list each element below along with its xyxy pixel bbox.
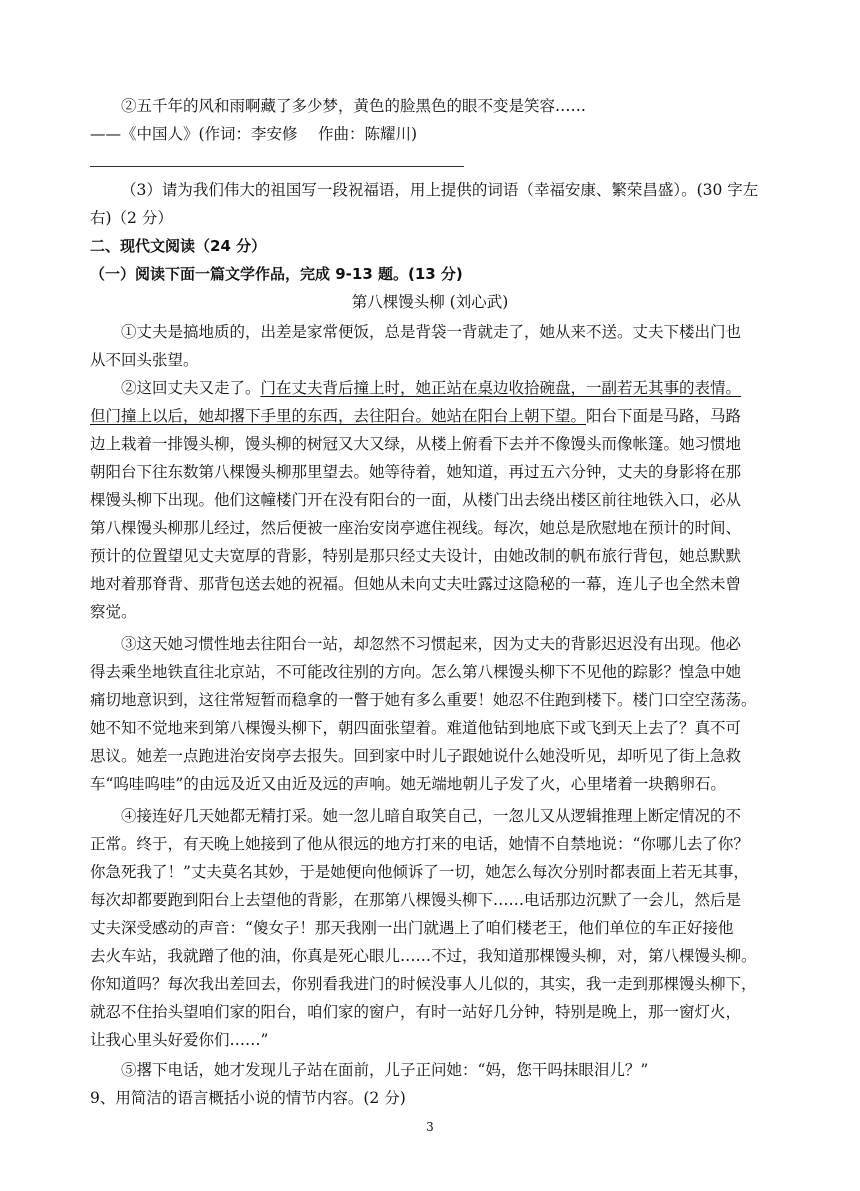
paragraph-4-line: 正常。终于，有天晚上她接到了他从很远的地方打来的电话，她情不自禁地说：“你哪儿去了你？ (90, 835, 749, 853)
paragraph-4-line: 每次却都要跑到阳台上去望他的背影，在那第八棵馒头柳下……电话那边沉默了一会儿，然后是 (90, 891, 742, 909)
paragraph-2-line: 棵馒头柳下出现。他们这幢楼门开在没有阳台的一面，从楼门出去绕出楼区前往地铁入口，必从 (90, 491, 742, 509)
lyric-credit: ——《中国人》(作词：李安修 作曲：陈耀川) (90, 125, 418, 143)
section-title: 二、现代文阅读（24 分） (90, 237, 267, 255)
paragraph-3-line: 得去乘坐地铁直往北京站，不可能改往别的方向。怎么第八棵馒头柳下不见他的踪影？惶急中她 (90, 663, 742, 681)
paragraph-1-line: ①丈夫是搞地质的，出差是家常便饭，总是背袋一背就走了，她从来不送。丈夫下楼出门也 (121, 323, 742, 341)
paragraph-2-line (90, 402, 770, 430)
underlined-sentence: 门在丈夫背后撞上时，她正站在桌边收拾碗盘，一副若无其事的表情。 (260, 379, 742, 397)
paragraph-2-line: 边上栽着一排馒头柳，馒头柳的树冠又大又绿，从楼上俯看下去并不像馒头而像帐篷。她习惯地 (90, 435, 742, 453)
underlined-sentence: 但门撞上以后，她却撂下手里的东西，去往阳台。她站在阳台上朝下望。 (90, 407, 587, 425)
paragraph-4-line: 你急死我了！”丈夫莫名其妙，于是她便向他倾诉了一切，她怎么每次分别时都表面上若无其事， (90, 863, 749, 881)
paragraph-3-line: 痛切地意识到，这往常短暂而稳拿的一瞥于她有多么重要！她忍不住跑到楼下。楼门口空空荡荡。 (90, 691, 757, 709)
paragraph-4-line: 让我心里头好爱你们……” (90, 1031, 269, 1049)
question-3-line-2: 右)（2 分） (90, 209, 173, 227)
paragraph-2-text: 阳台下面是马路，马路 (586, 407, 742, 425)
paragraph-1-line: 从不回头张望。 (90, 351, 199, 369)
paragraph-2-line: 察觉。 (90, 603, 137, 621)
question-3-line-1: （3）请为我们伟大的祖国写一段祝福语，用上提供的词语（幸福安康、繁荣昌盛）。(30 字左 (121, 181, 759, 199)
question-9: 9、用简洁的语言概括小说的情节内容。(2 分) (90, 1089, 406, 1107)
story-title: 第八棵馒头柳 (刘心武) (351, 293, 509, 311)
paragraph-3-line: 车“呜哇呜哇”的由远及近又由近及远的声响。她无端地朝儿子发了火，心里堵着一块鹅卵石。 (90, 775, 726, 793)
page-number: 3 (426, 1120, 434, 1134)
paragraph-2-line: 预计的位置望见丈夫宽厚的背影，特别是那只经丈夫设计，由她改制的帆布旅行背包，她总默默 (90, 547, 742, 565)
paragraph-3-line: 思议。她差一点跑进治安岗亭去报失。回到家中时儿子跟她说什么她没听见，却听见了街上急救 (90, 747, 742, 765)
paragraph-4-line: 去火车站，我就蹭了他的油，你真是死心眼儿……不过，我知道那棵馒头柳，对，第八棵馒头柳。 (90, 947, 757, 965)
paragraph-2-line (121, 374, 801, 402)
paragraph-4-line: 就忍不住抬头望咱们家的阳台，咱们家的窗户，有时一站好几分钟，特别是晚上，那一窗灯火， (90, 1003, 742, 1021)
paragraph-2-line: 地对着那脊背、那背包送去她的祝福。但她从未向丈夫吐露过这隐秘的一幕，连儿子也全然未曾 (90, 575, 742, 593)
paragraph-2-line: 第八棵馒头柳那儿经过，然后便被一座治安岗亭遮住视线。每次，她总是欣慰地在预计的时间、 (90, 519, 742, 537)
paragraph-4-line: 丈夫深受感动的声音：“傻女子！那天我刚一出门就遇上了咱们楼老王，他们单位的车正好接他 (90, 919, 734, 937)
paragraph-4-line: ④接连好几天她都无精打采。她一忽儿暗自取笑自己，一忽儿又从逻辑推理上断定情况的不 (121, 807, 742, 825)
subsection-title: （一）阅读下面一篇文学作品，完成 9-13 题。(13 分) (90, 265, 463, 283)
paragraph-3-line: ③这天她习惯性地去往阳台一站，却忽然不习惯起来，因为丈夫的背影迟迟没有出现。他必 (121, 635, 742, 653)
paragraph-2-text: ②这回丈夫又走了。 (121, 379, 261, 397)
lyric-line: ②五千年的风和雨啊藏了多少梦，黄色的脸黑色的眼不变是笑容…… (121, 97, 587, 115)
answer-line (90, 166, 464, 167)
paragraph-3-line: 她不知不觉地来到第八棵馒头柳下，朝四面张望着。难道他钻到地底下或飞到天上去了？真不可 (90, 719, 742, 737)
paragraph-5-line: ⑤撂下电话，她才发现儿子站在面前，儿子正问她：“妈，您干吗抹眼泪儿？” (121, 1061, 649, 1079)
paragraph-2-line: 朝阳台下往东数第八棵馒头柳那里望去。她等待着，她知道，再过五六分钟，丈夫的身影将在那 (90, 463, 742, 481)
paragraph-4-line: 你知道吗？每次我出差回去，你别看我进门的时候没事人儿似的，其实，我一走到那棵馒头柳下， (90, 975, 757, 993)
